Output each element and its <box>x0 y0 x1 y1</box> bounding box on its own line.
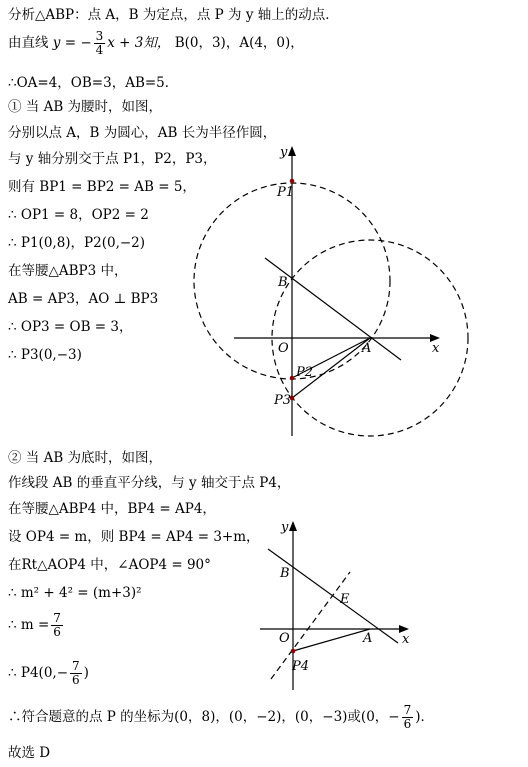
point-p1 <box>290 179 295 184</box>
label-a: A <box>363 631 373 646</box>
case1-step: ∴ OP1 = 8，OP2 = 2 <box>8 207 149 223</box>
case1-step: ∴ P1(0,8)，P2(0,−2) <box>8 235 146 251</box>
fraction: $\frac{7}{6}$ <box>72 659 80 687</box>
label-x: x <box>432 341 440 356</box>
analysis-line: 分析△ABP：点 A，B 为定点，点 P 为 y 轴上的动点． <box>8 7 339 23</box>
case2-step: 作线段 AB 的垂直平分线，与 y 轴交于点 P4， <box>8 475 291 491</box>
p4-value: ∴ P4(0,− $\frac{7}{6}$ ) <box>8 659 89 687</box>
label-origin: O <box>279 631 290 646</box>
answer-summary: ∴符合题意的点 P 的坐标为(0，8)，(0，−2)，(0，−3)或(0，− $\frac{7}{6}$ )． <box>8 703 435 731</box>
label-p2: P2 <box>296 365 314 380</box>
perpendicular-bisector <box>271 572 350 679</box>
figure-case1 <box>185 140 485 445</box>
point-p4 <box>291 649 296 654</box>
fraction: $\frac{7}{6}$ <box>403 703 412 731</box>
case1-step: ∴ P3(0,−3) <box>8 347 82 363</box>
line-equation: 由直线 y = − $\frac{3}{4}$ x + 3知， B(0，3)，A(4，0)， <box>8 29 304 57</box>
point-p2 <box>290 376 295 381</box>
case2-step: 在Rt△AOP4 中，∠AOP4 = 90° <box>8 557 211 573</box>
case1-step: ∴ OP3 = OB = 3， <box>8 319 133 335</box>
label-e: E <box>340 592 350 607</box>
case2-heading: ② 当 AB 为底时，如图， <box>8 450 163 466</box>
segment-ap4 <box>293 629 373 651</box>
label-p3: P3 <box>274 393 292 408</box>
case2-step: 在等腰△ABP4 中，BP4 = AP4， <box>8 501 216 517</box>
y-arrow-icon <box>289 521 297 531</box>
case2-step: 设 OP4 = m，则 BP4 = AP4 = 3+m， <box>8 529 260 545</box>
case1-step: 在等腰△ABP3 中， <box>8 263 128 279</box>
fraction: $\frac{3}{4}$ <box>95 29 104 57</box>
label-y: y <box>281 520 289 535</box>
case2-step: ∴ m² + 4² = (m+3)² <box>8 585 142 601</box>
label-b: B <box>278 275 288 290</box>
m-value: ∴ m = $\frac{7}{6}$ <box>8 611 61 639</box>
y-arrow-icon <box>288 146 296 156</box>
label-p4: P4 <box>292 659 310 674</box>
lengths-line: ∴OA=4，OB=3，AB=5． <box>8 75 179 91</box>
case1-step: 分别以点 A，B 为圆心，AB 长为半径作圆， <box>8 125 277 141</box>
figure-case2 <box>255 515 415 695</box>
final-choice: 故选 D <box>8 745 51 761</box>
case1-step: 则有 BP1 = BP2 = AB = 5， <box>8 179 196 195</box>
case1-heading: ① 当 AB 为腰时，如图， <box>8 99 163 115</box>
case1-step: AB = AP3，AO ⊥ BP3 <box>8 291 159 307</box>
label-a: A <box>362 341 372 356</box>
label-b: B <box>280 566 290 581</box>
label-origin: O <box>278 341 289 356</box>
case1-step: 与 y 轴分别交于点 P1，P2，P3， <box>8 151 217 167</box>
fraction: $\frac{7}{6}$ <box>53 611 61 639</box>
label-y: y <box>280 145 288 160</box>
label-p1: P1 <box>277 185 295 200</box>
label-x: x <box>402 632 410 647</box>
